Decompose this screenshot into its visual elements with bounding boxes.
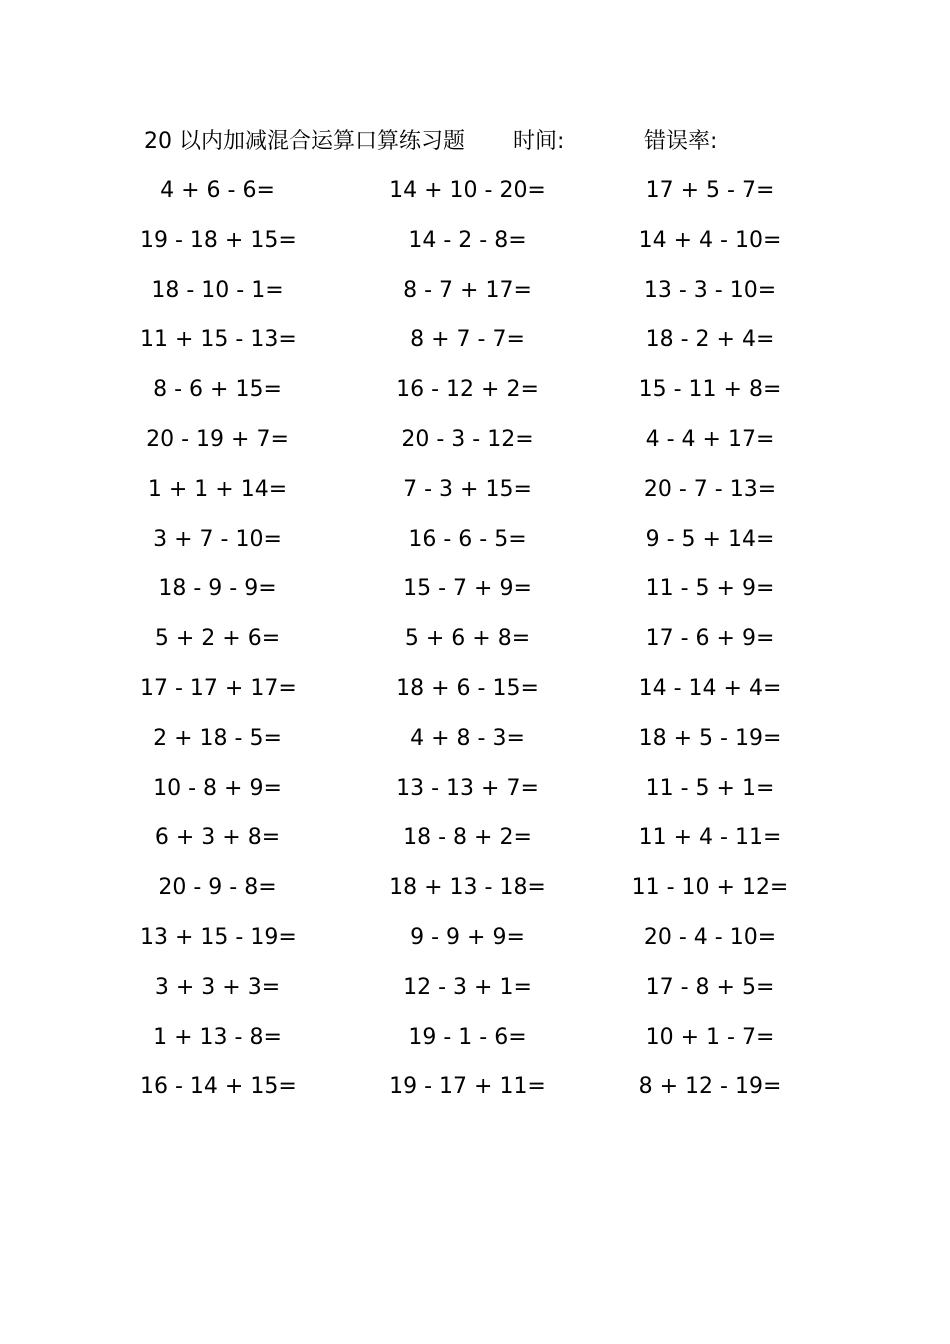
- problem-row: [0, 970, 950, 1020]
- problem-row: [0, 920, 950, 970]
- math-problem: 19 - 1 - 6=: [408, 1024, 527, 1050]
- problem-row: [0, 571, 950, 621]
- math-problem: 9 - 9 + 9=: [410, 924, 525, 950]
- math-problem: 11 - 5 + 9=: [645, 576, 775, 602]
- problem-row: [0, 372, 950, 422]
- problem-grid: [0, 173, 950, 1119]
- math-problem: 15 - 7 + 9=: [403, 576, 532, 602]
- math-problem: 1 + 13 - 8=: [153, 1024, 282, 1050]
- math-problem: 17 - 6 + 9=: [645, 626, 775, 652]
- math-problem: 16 - 12 + 2=: [396, 377, 539, 403]
- math-problem: 14 + 4 - 10=: [638, 227, 782, 253]
- problem-row: [0, 422, 950, 472]
- math-problem: 1 + 1 + 14=: [147, 476, 288, 502]
- math-problem: 19 - 17 + 11=: [389, 1074, 546, 1100]
- math-problem: 3 + 3 + 3=: [154, 974, 281, 1000]
- math-problem: 5 + 2 + 6=: [154, 626, 281, 652]
- math-problem: 20 - 7 - 13=: [643, 476, 777, 502]
- math-problem: 20 - 19 + 7=: [146, 426, 289, 452]
- problem-row: [0, 621, 950, 671]
- math-problem: 8 + 12 - 19=: [638, 1074, 782, 1100]
- error-rate-label: 错误率:: [644, 129, 718, 154]
- math-problem: 11 + 4 - 11=: [638, 825, 782, 851]
- worksheet-title: 20 以内加减混合运算口算练习题: [144, 129, 465, 154]
- math-problem: 12 - 3 + 1=: [403, 974, 532, 1000]
- math-problem: 20 - 9 - 8=: [158, 875, 277, 901]
- time-label: 时间:: [513, 129, 565, 154]
- math-problem: 18 - 9 - 9=: [158, 576, 277, 602]
- math-problem: 2 + 18 - 5=: [153, 725, 282, 751]
- problem-row: [0, 820, 950, 870]
- math-problem: 20 - 4 - 10=: [643, 924, 777, 950]
- problem-row: [0, 1069, 950, 1119]
- math-problem: 17 + 5 - 7=: [645, 178, 775, 203]
- math-problem: 3 + 7 - 10=: [153, 526, 282, 552]
- problem-row: [0, 472, 950, 522]
- math-problem: 6 + 3 + 8=: [154, 825, 281, 851]
- math-problem: 11 - 10 + 12=: [631, 875, 789, 901]
- math-problem: 11 + 15 - 13=: [140, 327, 297, 353]
- math-problem: 18 - 2 + 4=: [645, 327, 775, 353]
- math-problem: 20 - 3 - 12=: [401, 426, 534, 452]
- math-problem: 4 + 6 - 6=: [160, 178, 275, 203]
- math-problem: 18 - 8 + 2=: [403, 825, 532, 851]
- math-problem: 11 - 5 + 1=: [645, 775, 775, 801]
- problem-row: [0, 721, 950, 771]
- math-problem: 7 - 3 + 15=: [403, 476, 532, 502]
- problem-row: [0, 1020, 950, 1070]
- math-problem: 19 - 18 + 15=: [140, 227, 297, 253]
- math-problem: 16 - 14 + 15=: [140, 1074, 297, 1100]
- math-problem: 9 - 5 + 14=: [645, 526, 775, 552]
- math-problem: 14 - 14 + 4=: [638, 675, 782, 701]
- math-problem: 17 - 8 + 5=: [645, 974, 775, 1000]
- math-problem: 13 - 13 + 7=: [396, 775, 539, 801]
- math-problem: 18 + 13 - 18=: [389, 875, 546, 901]
- math-problem: 13 - 3 - 10=: [643, 277, 777, 303]
- problem-row: [0, 870, 950, 920]
- math-problem: 13 + 15 - 19=: [140, 924, 297, 950]
- problem-row: [0, 522, 950, 572]
- math-problem: 14 - 2 - 8=: [408, 227, 527, 253]
- math-problem: 8 - 6 + 15=: [153, 377, 282, 403]
- math-problem: 4 - 4 + 17=: [645, 426, 775, 452]
- math-problem: 18 + 5 - 19=: [638, 725, 782, 751]
- problem-row: [0, 173, 950, 223]
- math-problem: 8 - 7 + 17=: [403, 277, 532, 303]
- math-problem: 10 - 8 + 9=: [153, 775, 282, 801]
- math-problem: 4 + 8 - 3=: [410, 725, 525, 751]
- problem-row: [0, 771, 950, 821]
- math-problem: 15 - 11 + 8=: [638, 377, 782, 403]
- problem-row: [0, 671, 950, 721]
- math-problem: 10 + 1 - 7=: [645, 1024, 775, 1050]
- math-problem: 5 + 6 + 8=: [404, 626, 531, 652]
- problem-row: [0, 322, 950, 372]
- math-problem: 16 - 6 - 5=: [408, 526, 527, 552]
- math-problem: 8 + 7 - 7=: [410, 327, 525, 353]
- math-problem: 17 - 17 + 17=: [140, 675, 297, 701]
- problem-row: [0, 223, 950, 273]
- problem-row: [0, 273, 950, 323]
- math-problem: 18 + 6 - 15=: [396, 675, 539, 701]
- math-problem: 14 + 10 - 20=: [389, 178, 546, 203]
- math-problem: 18 - 10 - 1=: [151, 277, 284, 303]
